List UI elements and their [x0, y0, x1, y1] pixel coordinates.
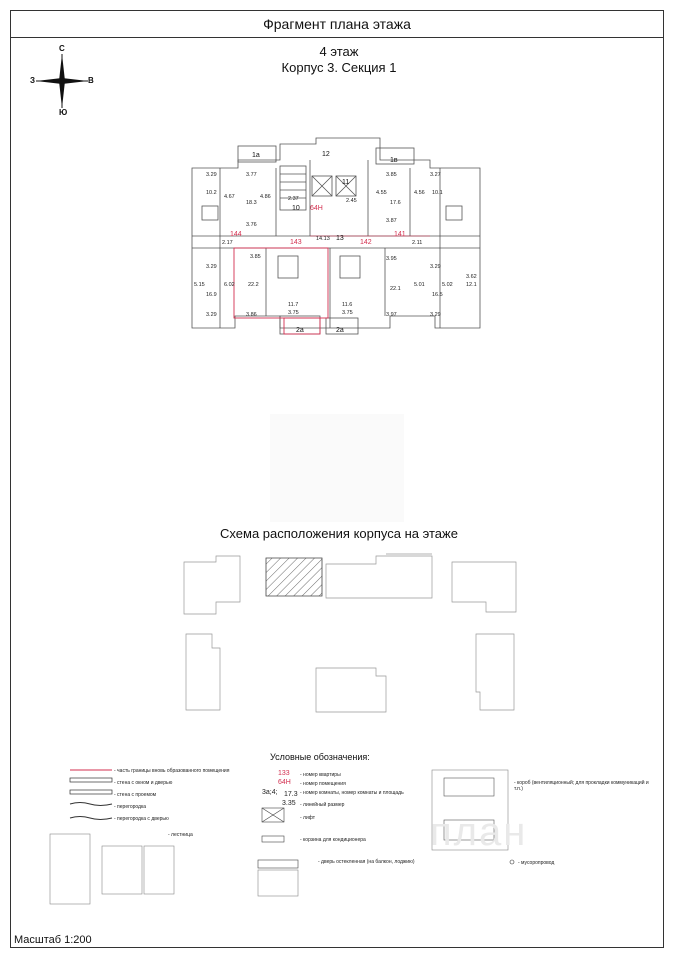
dimension-label: 5.01: [414, 282, 425, 288]
dimension-label: 3.27: [430, 172, 441, 178]
apartment-142: 142: [360, 239, 372, 246]
watermark: план: [430, 810, 528, 854]
legend-title: Условные обозначения:: [270, 752, 370, 762]
dimension-label: 11.6: [342, 302, 353, 308]
legend-duct: - короб (вентиляционный; для прокладки коммуникаций и т.п.): [514, 780, 649, 792]
legend-sample-room: 64Н: [278, 779, 291, 786]
room-11: 11: [342, 179, 350, 186]
compass-west: З: [30, 76, 36, 85]
dimension-label: 5.15: [194, 282, 205, 288]
legend-elevator: - лифт: [300, 815, 316, 821]
scale-label: Масштаб 1:200: [14, 934, 92, 946]
dimension-label: 10.1: [432, 190, 443, 196]
compass-east: В: [88, 76, 94, 85]
dimension-label: 3.77: [246, 172, 257, 178]
dimension-label: 4.67: [224, 194, 235, 200]
dimension-label: 3.86: [246, 312, 257, 318]
dimension-label: 3.29: [430, 312, 441, 318]
dimension-label: 3.29: [206, 172, 217, 178]
dimension-label: 3.76: [246, 222, 257, 228]
blank-area: [270, 414, 404, 522]
dimension-label: 11.7: [288, 302, 299, 308]
legend-sample-apartment: 133: [278, 770, 290, 777]
dimension-label: 3.62: [466, 274, 477, 280]
dimension-label: 18.3: [246, 200, 257, 206]
dimension-label: 3.29: [206, 312, 217, 318]
legend-sample-area: 17.3: [284, 791, 298, 798]
compass-north: С: [59, 44, 65, 53]
dimension-label: 2.45: [346, 198, 357, 204]
dimension-label: 3.75: [342, 310, 353, 316]
legend-sample-numbers: 3а;4;: [262, 789, 278, 796]
dimension-label: 3.87: [386, 218, 397, 224]
dimension-label: 2.17: [222, 240, 233, 246]
dimension-label: 12.1: [466, 282, 477, 288]
legend-stairs: - лестница: [168, 832, 193, 838]
dimension-label: 16.9: [206, 292, 217, 298]
legend-wall-window: - стена с окном и дверью: [114, 780, 173, 786]
legend-linear-dimension: - линейный размер: [300, 802, 345, 808]
dimension-label: 22.2: [248, 282, 259, 288]
floor-plan: [180, 136, 490, 346]
room-2a-left: 2а: [296, 327, 304, 334]
dimension-label: 4.56: [414, 190, 425, 196]
floor-level: 4 этаж: [319, 44, 359, 59]
room-13: 13: [336, 235, 344, 242]
dimension-label: 3.85: [250, 254, 261, 260]
room-10: 10: [292, 205, 300, 212]
dimension-label: 3.95: [386, 256, 397, 262]
building-section: Корпус 3. Секция 1: [281, 60, 397, 75]
legend-apartment-number: - номер квартиры: [300, 772, 341, 778]
dimension-label: 14.13: [316, 236, 330, 242]
dimension-label: 22.1: [390, 286, 401, 292]
legend-partition: - перегородка: [114, 804, 147, 810]
room-1v: 1в: [390, 157, 398, 164]
legend-partition-door: - перегородка с дверью: [114, 816, 169, 822]
scheme-title: Схема расположения корпуса на этаже: [220, 526, 458, 541]
dimension-label: 17.6: [390, 200, 401, 206]
dimension-label: 3.29: [206, 264, 217, 270]
legend-ac-basket: - корзина для кондиционера: [300, 837, 366, 843]
dimension-label: 2.37: [288, 196, 299, 202]
room-2a-right: 2а: [336, 327, 344, 334]
legend-room-area: - номер комнаты, номер комнаты и площадь: [300, 790, 404, 796]
legend-wall-opening: - стена с проемом: [114, 792, 157, 798]
compass-icon: [30, 44, 94, 118]
apartment-143: 143: [290, 239, 302, 246]
legend-glass-door: - дверь остекленная (на балкон, лоджию): [318, 859, 415, 865]
compass-south: Ю: [59, 108, 68, 117]
legend-garbage-chute: - мусоропровод: [518, 860, 555, 866]
dimension-label: 10.2: [206, 190, 217, 196]
dimension-label: 2.11: [412, 240, 423, 246]
legend-sample-dimension: 3.35: [282, 800, 296, 807]
room-12: 12: [322, 151, 330, 158]
apartment-144: 144: [230, 231, 242, 238]
dimension-label: 3.97: [386, 312, 397, 318]
dimension-label: 3.85: [386, 172, 397, 178]
site-scheme: [176, 552, 526, 722]
legend-boundary: - часть границы вновь образованного помещения: [114, 768, 230, 774]
room-1a: 1а: [252, 152, 260, 159]
dimension-label: 3.75: [288, 310, 299, 316]
dimension-label: 6.02: [224, 282, 235, 288]
dimension-label: 5.02: [442, 282, 453, 288]
apartment-141: 141: [394, 231, 406, 238]
page-title: Фрагмент плана этажа: [10, 10, 664, 38]
dimension-label: 16.5: [432, 292, 443, 298]
dimension-label: 4.55: [376, 190, 387, 196]
dimension-label: 3.29: [430, 264, 441, 270]
legend-premises-number: - номер помещения: [300, 781, 346, 787]
dimension-label: 4.86: [260, 194, 271, 200]
premises-64n: 64Н: [310, 205, 323, 212]
